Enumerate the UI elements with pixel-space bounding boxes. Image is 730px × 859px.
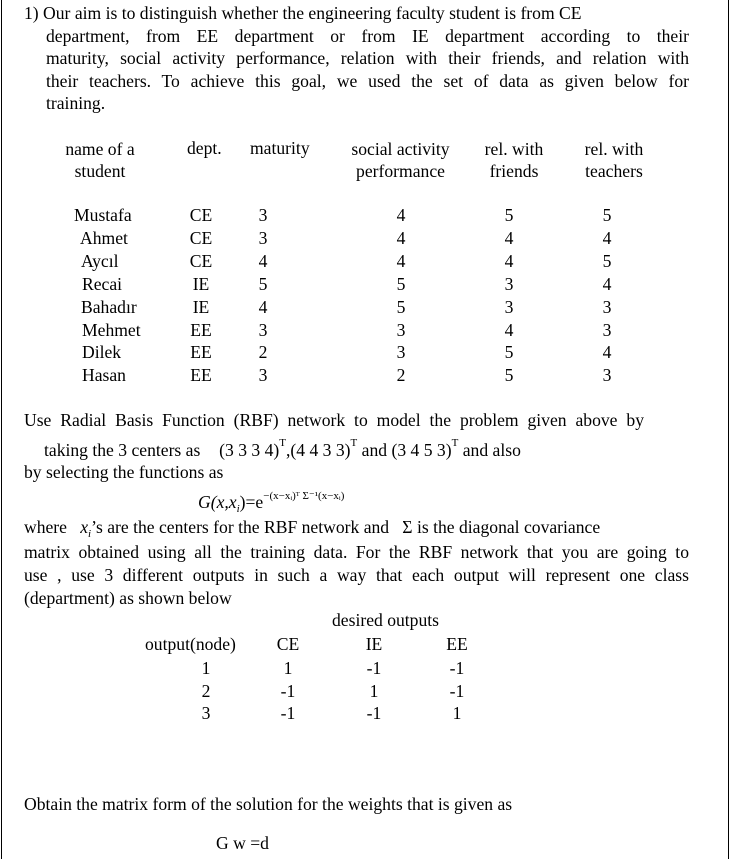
output-cell-ee: -1 — [449, 680, 465, 701]
output-cell-ce: -1 — [280, 680, 296, 701]
cell-teachers: 3 — [602, 319, 612, 340]
cell-maturity: 4 — [258, 296, 268, 317]
rbf-line-7: (department) as shown below — [24, 588, 232, 608]
cell-name: Mustafa — [74, 205, 132, 225]
cell-social: 4 — [396, 205, 406, 225]
cell-dept: EE — [190, 319, 212, 340]
cell-name: Aycıl — [81, 250, 119, 271]
header-dept: dept. — [187, 138, 222, 158]
output-cell-ie: 1 — [369, 680, 379, 701]
cell-friends: 3 — [504, 273, 514, 294]
outputs-header-node: output(node) — [145, 634, 236, 654]
cell-friends: 5 — [504, 205, 514, 225]
cell-friends: 5 — [504, 342, 514, 363]
header-social: social activity performance — [351, 139, 450, 181]
cell-name: Bahadır — [81, 296, 137, 317]
cell-name: Hasan — [82, 365, 126, 386]
cell-dept: IE — [192, 273, 210, 294]
output-cell-node: 1 — [201, 658, 211, 678]
intro-line: department, from EE department or from IE department according to their — [46, 25, 689, 46]
intro-line: their teachers. To achieve this goal, we used the set of data as given below for — [46, 70, 689, 91]
header-teachers: rel. with teachers — [584, 139, 644, 181]
rbf-formula: $G(x,x_i)=e^{-(x-xᵢ)ᵀ \Sigma^{-1}(x-xᵢ)}$ — [198, 490, 345, 515]
cell-teachers: 5 — [602, 205, 612, 225]
cell-social: 4 — [396, 250, 406, 271]
problem-intro — [24, 2, 689, 115]
cell-maturity: 5 — [258, 273, 268, 294]
output-cell-node: 3 — [201, 703, 211, 723]
header-maturity: maturity — [250, 138, 310, 158]
cell-social: 5 — [396, 273, 406, 294]
page-border-left — [1, 0, 2, 859]
cell-name: Ahmet — [80, 227, 128, 248]
rbf-line-2: taking the 3 centers as (3 3 3 4)$^T$,(4 4 3 3)$^T$ and (3 4 5 3)$^T$ and also — [44, 437, 521, 460]
cell-maturity: 4 — [258, 250, 268, 271]
cell-friends: 4 — [504, 227, 514, 248]
cell-name: Dilek — [82, 342, 122, 363]
rbf-line-5: matrix obtained using all the training data. For the RBF network that you are going to — [24, 542, 689, 562]
output-cell-ie: -1 — [366, 658, 382, 678]
intro-line: training. — [46, 93, 106, 114]
cell-teachers: 3 — [602, 296, 612, 317]
output-cell-node: 2 — [201, 680, 211, 701]
cell-teachers: 4 — [602, 342, 612, 363]
outputs-header-ce: CE — [276, 634, 300, 654]
cell-social: 3 — [396, 319, 406, 340]
cell-social: 2 — [396, 365, 406, 386]
cell-teachers: 3 — [602, 365, 612, 386]
cell-maturity: 3 — [258, 227, 268, 248]
cell-maturity: 2 — [258, 342, 268, 363]
header-name: name of a student — [65, 139, 135, 181]
outputs-header-ie: IE — [365, 634, 383, 654]
rbf-line-6: use , use 3 different outputs in such a way that each output will represent one class — [24, 565, 689, 585]
cell-social: 3 — [396, 342, 406, 363]
output-cell-ce: -1 — [280, 703, 296, 723]
cell-social: 5 — [396, 296, 406, 317]
rbf-line-4: where $x_i’s$ are the centers for the RBF network and Σ is the diagonal covariance — [24, 517, 601, 540]
center-3: (3 4 5 3)$^T$ — [391, 437, 459, 460]
cell-dept: CE — [189, 250, 213, 271]
intro-line: maturity, social activity performance, relation with their friends, and relation with — [46, 48, 689, 69]
cell-friends: 4 — [504, 250, 514, 271]
cell-maturity: 3 — [258, 365, 268, 386]
weights-equation: G w =d — [216, 833, 269, 853]
page-border-right — [728, 0, 729, 859]
closing-line: Obtain the matrix form of the solution for the weights that is given as — [24, 794, 513, 814]
header-friends: rel. with friends — [484, 139, 544, 181]
output-cell-ie: -1 — [366, 703, 382, 723]
cell-teachers: 4 — [602, 273, 612, 294]
cell-dept: CE — [189, 227, 213, 248]
cell-teachers: 5 — [602, 250, 612, 271]
intro-line: 1) Our aim is to distinguish whether the engineering faculty student is from CE — [24, 3, 582, 23]
cell-name: Mehmet — [82, 319, 141, 340]
rbf-line-3: by selecting the functions as — [24, 462, 224, 482]
center-1: (3 3 3 4)$^T$ — [219, 437, 286, 460]
cell-dept: IE — [192, 296, 210, 317]
cell-teachers: 4 — [602, 227, 612, 248]
cell-friends: 5 — [504, 365, 514, 386]
output-cell-ee: -1 — [449, 658, 465, 678]
center-2: (4 4 3 3)$^T$ — [290, 437, 358, 460]
cell-dept: EE — [190, 342, 212, 363]
cell-friends: 4 — [504, 319, 514, 340]
outputs-header-ee: EE — [446, 634, 468, 654]
cell-maturity: 3 — [258, 319, 268, 340]
cell-dept: EE — [190, 365, 212, 386]
output-cell-ce: 1 — [283, 658, 293, 678]
cell-friends: 3 — [504, 296, 514, 317]
cell-name: Recai — [82, 273, 123, 294]
outputs-title: desired outputs — [332, 610, 440, 630]
cell-dept: CE — [189, 205, 213, 225]
rbf-line-1: Use Radial Basis Function (RBF) network to model the problem given above by — [24, 410, 644, 430]
cell-social: 4 — [396, 227, 406, 248]
output-cell-ee: 1 — [452, 703, 462, 723]
cell-maturity: 3 — [258, 205, 268, 225]
